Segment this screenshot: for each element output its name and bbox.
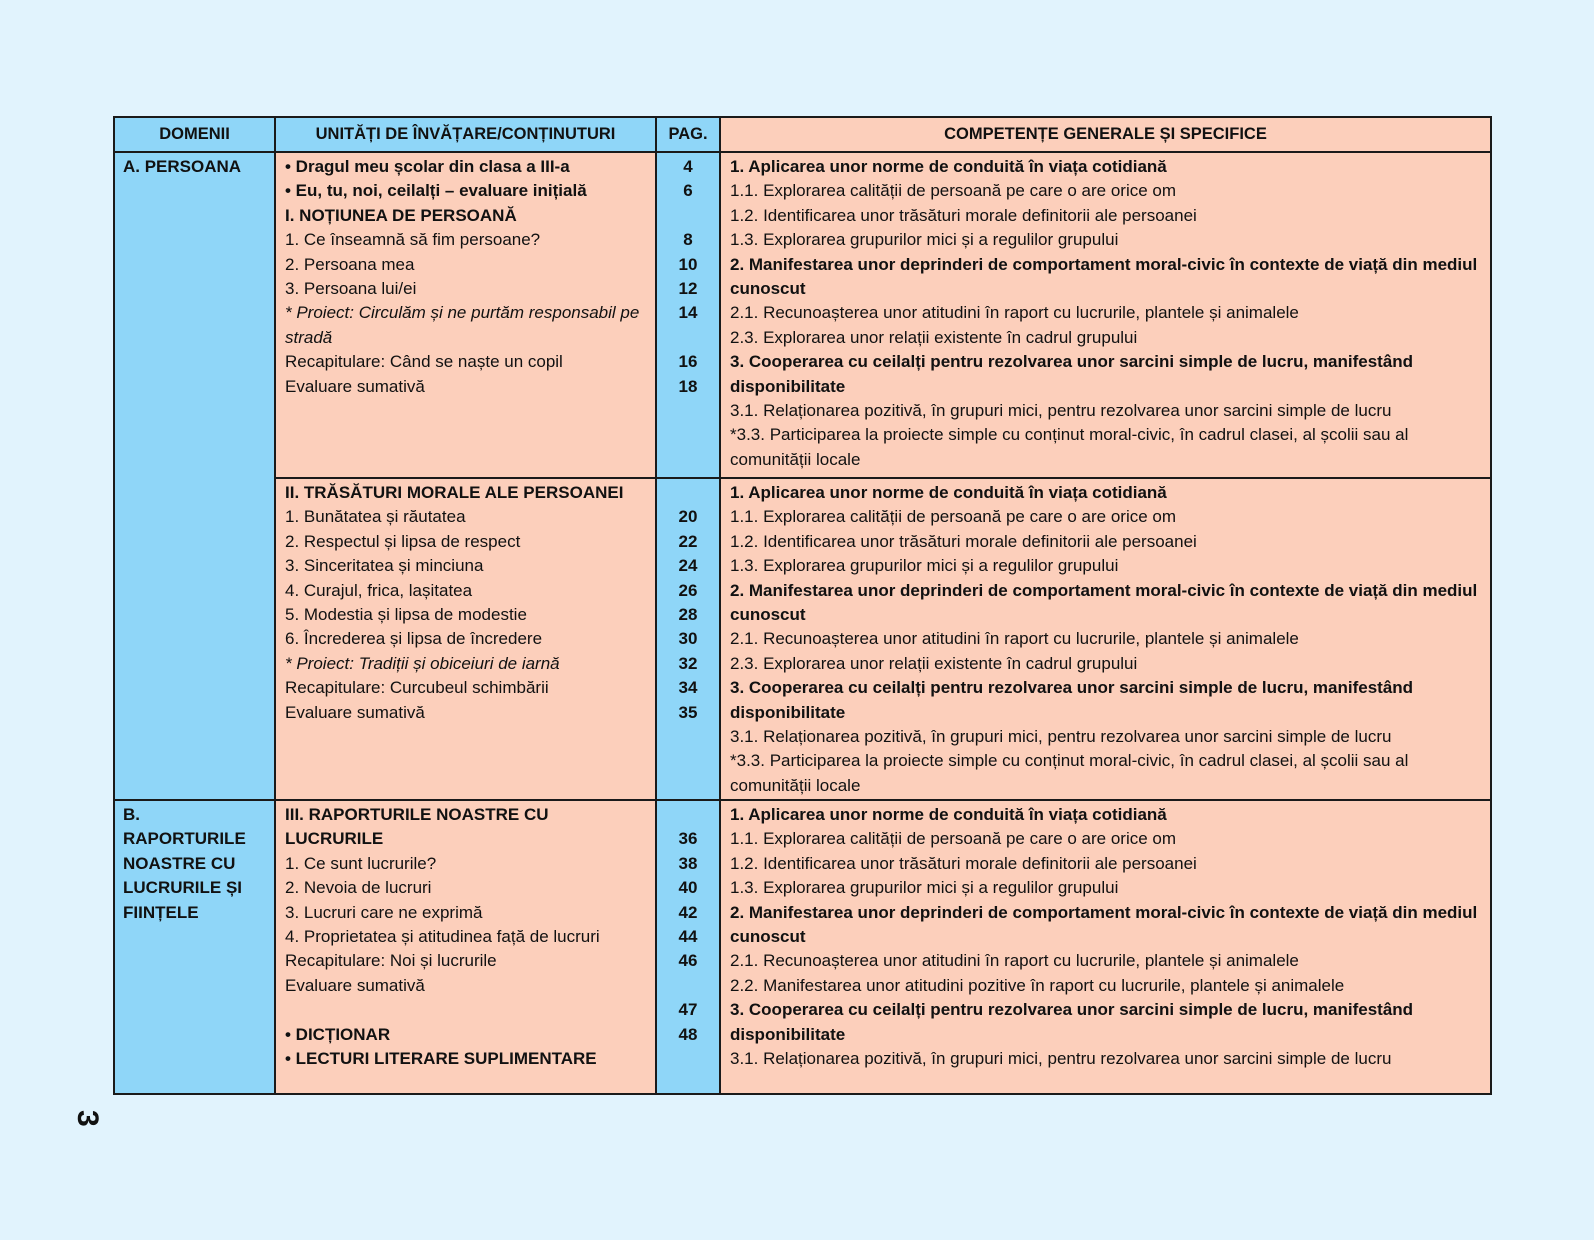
competence-item: 2.1. Recunoașterea unor atitudini în raport cu lucrurile, plantele și animalele <box>730 303 1299 323</box>
page-ref: 34 <box>678 678 698 698</box>
page-ref: 48 <box>678 1024 698 1044</box>
header-units: UNITĂȚI DE ÎNVĂȚARE/CONȚINUTURI <box>275 117 656 152</box>
unit-item: Evaluare sumativă <box>285 975 425 995</box>
competence-item: 1.3. Explorarea grupurilor mici și a regulilor grupului <box>730 230 1119 250</box>
unit-item: 3. Persoana lui/ei <box>285 279 417 299</box>
unit-item: I. NOȚIUNEA DE PERSOANĂ <box>285 205 517 225</box>
page-ref: 26 <box>678 580 698 600</box>
competences-cell <box>720 800 1491 1094</box>
unit-item: 1. Bunătatea și răutatea <box>285 507 466 527</box>
competence-item: 1.1. Explorarea calității de persoană pe care o are orice om <box>730 829 1177 849</box>
competence-item: 1.1. Explorarea calității de persoană pe care o are orice om <box>730 507 1177 527</box>
competence-item: 1.2. Identificarea unor trăsături morale definitorii ale persoanei <box>730 531 1197 551</box>
page-ref <box>657 326 719 350</box>
page-ref: 44 <box>678 926 698 946</box>
page-ref: 12 <box>678 278 698 298</box>
units-cell <box>275 478 656 800</box>
unit-item: 1. Ce sunt lucrurile? <box>285 853 437 873</box>
competence-item: 3.1. Relaționarea pozitivă, în grupuri mici, pentru rezolvarea unor sarcini simple de lucru <box>730 401 1392 421</box>
domain-b-label: B. RAPORTURILE NOASTRE CU LUCRURILE ȘI FIINȚELE <box>123 805 246 922</box>
competence-item: 3. Cooperarea cu ceilalți pentru rezolvarea unor sarcini simple de lucru, manifestând disponibilitate <box>730 678 1414 722</box>
competences-cell <box>720 152 1491 478</box>
unit-item: Recapitulare: Când se naște un copil <box>285 352 563 372</box>
units-cell <box>275 152 656 478</box>
curriculum-table <box>113 116 1492 1095</box>
table-row <box>114 800 1491 1094</box>
page-ref: 4 <box>683 157 693 176</box>
competence-item: 2.2. Manifestarea unor atitudini pozitive în raport cu lucrurile, plantele și animalele <box>730 975 1345 995</box>
spacer <box>285 998 651 1022</box>
page-ref: 32 <box>678 653 698 673</box>
page-ref: 16 <box>678 352 698 372</box>
competence-item: 2.1. Recunoașterea unor atitudini în raport cu lucrurile, plantele și animalele <box>730 951 1299 971</box>
header-domains: DOMENII <box>114 117 275 152</box>
domain-a-label: A. PERSOANA <box>123 157 242 176</box>
pages-cell <box>656 152 720 478</box>
unit-item: Recapitulare: Curcubeul schimbării <box>285 678 549 698</box>
competence-item: 2. Manifestarea unor deprinderi de comportament moral-civic în contexte de viață din mediul cunoscut <box>730 580 1478 625</box>
page-ref: 10 <box>678 254 698 274</box>
competence-item: 1.2. Identificarea unor trăsături morale definitorii ale persoanei <box>730 205 1197 225</box>
competence-item: 1.2. Identificarea unor trăsături morale definitorii ale persoanei <box>730 853 1197 873</box>
competence-item: 1. Aplicarea unor norme de conduită în viața cotidiană <box>730 157 1167 176</box>
unit-item: 6. Încrederea și lipsa de încredere <box>285 629 543 649</box>
unit-item: 2. Persoana mea <box>285 254 415 274</box>
page-ref: 38 <box>678 853 698 873</box>
competences-cell <box>720 478 1491 800</box>
page-ref: 24 <box>678 556 698 576</box>
page-ref <box>657 974 719 998</box>
pages-cell <box>656 478 720 800</box>
unit-item: Recapitulare: Noi și lucrurile <box>285 951 497 971</box>
page-ref: 30 <box>678 629 698 649</box>
pages-cell <box>656 800 720 1094</box>
competence-item: 1.3. Explorarea grupurilor mici și a regulilor grupului <box>730 878 1119 898</box>
unit-item: 5. Modestia și lipsa de modestie <box>285 605 527 625</box>
page-ref: 47 <box>678 1000 698 1020</box>
unit-item: 1. Ce înseamnă să fim persoane? <box>285 230 541 250</box>
unit-item: • Eu, tu, noi, ceilalți – evaluare inițială <box>285 181 587 201</box>
page-ref: 8 <box>683 230 693 250</box>
units-cell <box>275 800 656 1094</box>
page-number: 3 <box>71 1110 104 1127</box>
unit-item: Evaluare sumativă <box>285 702 425 722</box>
unit-item: II. TRĂSĂTURI MORALE ALE PERSOANEI <box>285 483 624 502</box>
competence-item: 1.3. Explorarea grupurilor mici și a regulilor grupului <box>730 556 1119 576</box>
page-ref: 46 <box>678 951 698 971</box>
competence-item: 3. Cooperarea cu ceilalți pentru rezolvarea unor sarcini simple de lucru, manifestând disponibilitate <box>730 1000 1414 1044</box>
competence-item: 3.1. Relaționarea pozitivă, în grupuri mici, pentru rezolvarea unor sarcini simple de lucru <box>730 727 1392 747</box>
page-ref: 22 <box>678 531 698 551</box>
unit-item: 4. Curajul, frica, lașitatea <box>285 580 473 600</box>
page-ref: 28 <box>678 604 698 624</box>
competence-item: 2. Manifestarea unor deprinderi de comportament moral-civic în contexte de viață din mediul cunoscut <box>730 254 1478 299</box>
unit-item: • LECTURI LITERARE SUPLIMENTARE <box>285 1049 597 1069</box>
table-header-row <box>114 117 1491 152</box>
unit-item: • Dragul meu școlar din clasa a III-a <box>285 157 570 176</box>
unit-item: 3. Lucruri care ne exprimă <box>285 902 483 922</box>
page-ref: 36 <box>678 829 698 849</box>
domain-a-cell <box>114 152 275 800</box>
page-ref: 14 <box>678 303 698 323</box>
unit-item: * Proiect: Circulăm și ne purtăm responsabil pe stradă <box>285 303 640 347</box>
header-page: PAG. <box>656 117 720 152</box>
competence-item: 2.3. Explorarea unor relații existente în cadrul grupului <box>730 327 1138 347</box>
unit-item: 2. Nevoia de lucruri <box>285 878 432 898</box>
competence-item: 1.1. Explorarea calității de persoană pe care o are orice om <box>730 181 1177 201</box>
competence-item: 3.1. Relaționarea pozitivă, în grupuri mici, pentru rezolvarea unor sarcini simple de lucru <box>730 1049 1392 1069</box>
domain-b-cell <box>114 800 275 1094</box>
competence-item: 1. Aplicarea unor norme de conduită în viața cotidiană <box>730 805 1167 824</box>
unit-item: • DICȚIONAR <box>285 1024 391 1044</box>
page-ref: 6 <box>683 181 693 201</box>
header-competences: COMPETENȚE GENERALE ȘI SPECIFICE <box>720 117 1491 152</box>
unit-item: III. RAPORTURILE NOASTRE CU LUCRURILE <box>285 805 549 849</box>
unit-item: 4. Proprietatea și atitudinea față de lucruri <box>285 927 600 947</box>
unit-item: 2. Respectul și lipsa de respect <box>285 531 521 551</box>
competence-item: 2. Manifestarea unor deprinderi de comportament moral-civic în contexte de viață din mediul cunoscut <box>730 902 1478 947</box>
competence-item: *3.3. Participarea la proiecte simple cu conținut moral-civic, în cadrul clasei, al școlii sau al comunității locale <box>730 425 1409 469</box>
page-ref <box>657 204 719 228</box>
page-ref <box>657 803 719 827</box>
page-ref: 42 <box>678 902 698 922</box>
table-row <box>114 478 1491 800</box>
unit-item: 3. Sinceritatea și minciuna <box>285 556 484 576</box>
table-row <box>114 152 1491 478</box>
unit-item: Evaluare sumativă <box>285 376 425 396</box>
page-ref: 40 <box>678 878 698 898</box>
page-ref: 18 <box>678 376 698 396</box>
page-ref: 35 <box>678 702 698 722</box>
competence-item: 2.1. Recunoașterea unor atitudini în raport cu lucrurile, plantele și animalele <box>730 629 1299 649</box>
competence-item: *3.3. Participarea la proiecte simple cu conținut moral-civic, în cadrul clasei, al școlii sau al comunității locale <box>730 751 1409 795</box>
page-ref: 20 <box>678 507 698 527</box>
competence-item: 1. Aplicarea unor norme de conduită în viața cotidiană <box>730 483 1167 502</box>
competence-item: 2.3. Explorarea unor relații existente în cadrul grupului <box>730 653 1138 673</box>
page-ref <box>657 481 719 505</box>
unit-item: * Proiect: Tradiții și obiceiuri de iarnă <box>285 653 560 673</box>
competence-item: 3. Cooperarea cu ceilalți pentru rezolvarea unor sarcini simple de lucru, manifestând disponibilitate <box>730 352 1414 396</box>
